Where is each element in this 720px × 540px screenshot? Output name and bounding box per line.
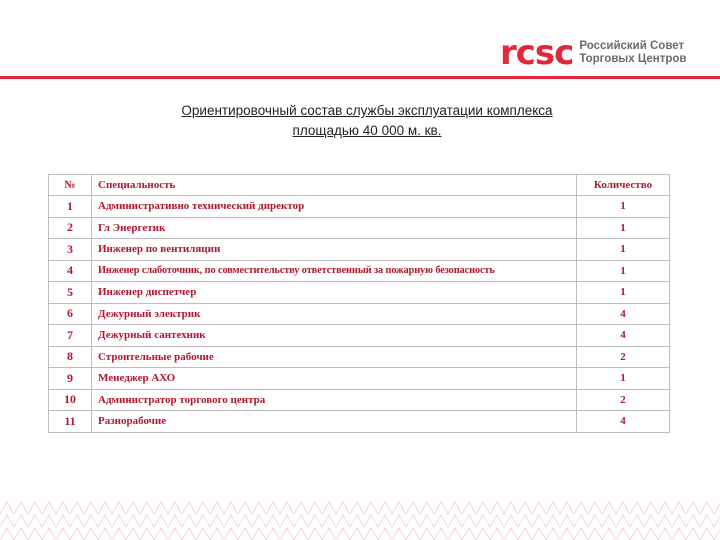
row-specialty: Строительные рабочие: [92, 346, 577, 368]
header-divider: [0, 76, 720, 79]
row-number: 10: [49, 389, 92, 411]
table-row: [49, 368, 670, 390]
title-line-1: Ориентировочный состав службы эксплуатации комплекса: [181, 103, 553, 118]
row-number: 7: [49, 325, 92, 347]
table-row: [49, 196, 670, 218]
header-quantity: Количество: [577, 175, 670, 196]
header-specialty: Специальность: [92, 175, 577, 196]
row-quantity: 4: [577, 325, 670, 347]
row-specialty: Менеджер АХО: [92, 368, 577, 390]
row-quantity: 1: [577, 217, 670, 239]
table-row: [49, 325, 670, 347]
row-quantity: 1: [577, 196, 670, 218]
row-number: 5: [49, 282, 92, 304]
logo-caption: [579, 40, 686, 66]
row-quantity: 1: [577, 368, 670, 390]
row-quantity: 4: [577, 411, 670, 433]
row-quantity: 4: [577, 303, 670, 325]
row-specialty: Дежурный сантехник: [92, 325, 577, 347]
page-title: [0, 101, 720, 141]
row-quantity: 2: [577, 346, 670, 368]
row-number: 1: [49, 196, 92, 218]
header-number: №: [49, 175, 92, 196]
title-line-2: площадью 40 000 м. кв.: [292, 123, 442, 138]
table-row: [49, 217, 670, 239]
row-quantity: 1: [577, 239, 670, 261]
row-number: 11: [49, 411, 92, 433]
table-row: [49, 282, 670, 304]
logo-line-2: Торговых Центров: [579, 53, 687, 65]
row-specialty: Инженер слаботочник, по совместительству ответственный за пожарную безопасность: [92, 260, 577, 282]
row-specialty: Гл Энергетик: [92, 217, 577, 239]
row-number: 8: [49, 346, 92, 368]
row-number: 6: [49, 303, 92, 325]
logo-line-1: Российский Совет: [579, 40, 685, 52]
row-specialty: Разнорабочие: [92, 411, 577, 433]
row-specialty: Административно технический директор: [92, 196, 577, 218]
table-row: [49, 303, 670, 325]
row-number: 4: [49, 260, 92, 282]
row-specialty: Администратор торгового центра: [92, 389, 577, 411]
row-specialty: Инженер диспетчер: [92, 282, 577, 304]
row-specialty: Инженер по вентиляции: [92, 239, 577, 261]
table-row: [49, 389, 670, 411]
table-row: [49, 260, 670, 282]
row-quantity: 2: [577, 389, 670, 411]
staff-table: [48, 174, 670, 433]
row-specialty: Дежурный электрик: [92, 303, 577, 325]
brand-logo: [500, 33, 687, 73]
row-number: 9: [49, 368, 92, 390]
row-quantity: 1: [577, 282, 670, 304]
decorative-zigzag-pattern: [0, 494, 720, 540]
row-number: 2: [49, 217, 92, 239]
row-quantity: 1: [577, 260, 670, 282]
table-row: [49, 239, 670, 261]
table-header-row: [49, 175, 670, 196]
logo-mark: rcsc: [500, 33, 574, 73]
table-row: [49, 411, 670, 433]
table-row: [49, 346, 670, 368]
row-number: 3: [49, 239, 92, 261]
